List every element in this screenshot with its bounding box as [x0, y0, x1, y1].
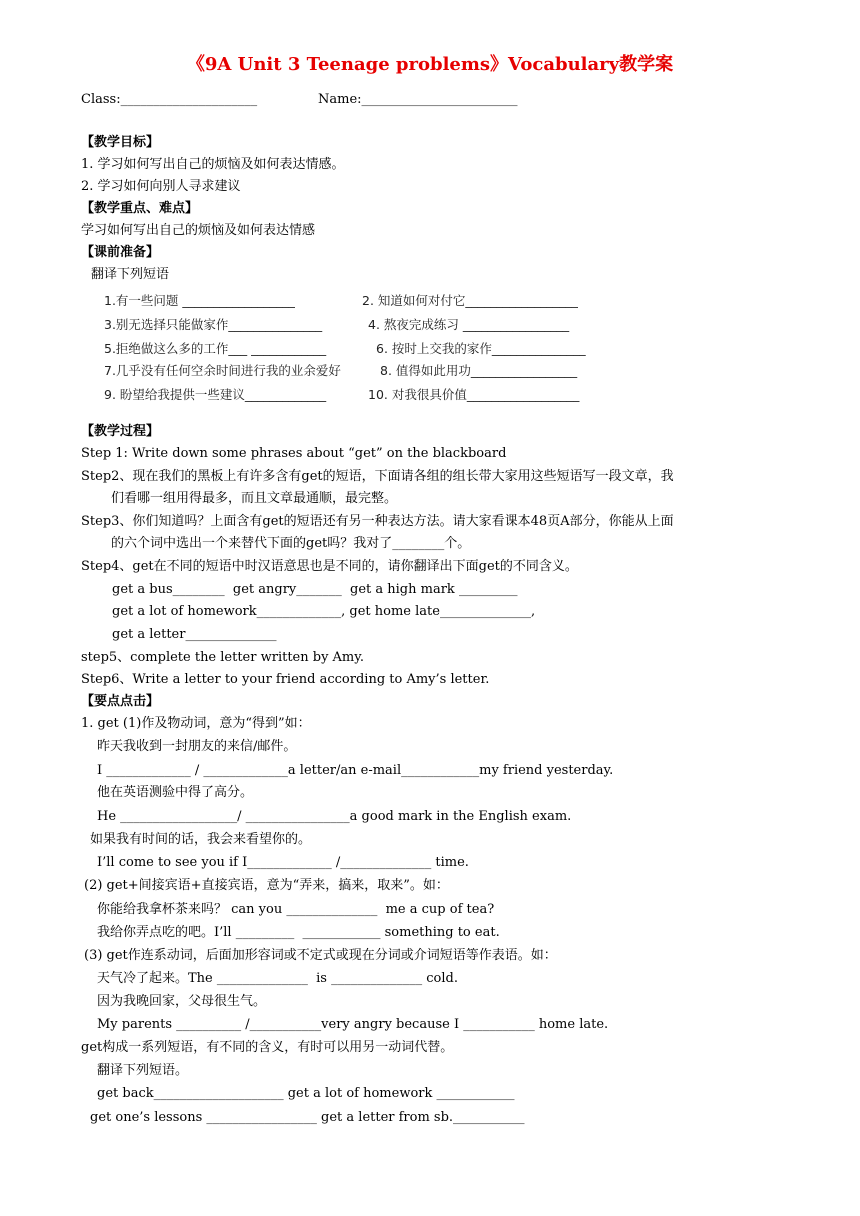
step-2: Step2、现在我们的黑板上有许多含有get的短语，下面请各组的组长带大家用这些短语写一段文章，我	[81, 469, 674, 484]
step-1: Step 1: Write down some phrases about “get” on the blackboard	[81, 446, 507, 461]
step-4-phrases: get a bus________ get angry_______ get a high mark _________	[112, 582, 518, 597]
process-heading: 【教学过程】	[81, 424, 160, 439]
page-title: 《9A Unit 3 Teenage problems》Vocabulary教学案	[186, 54, 674, 75]
point-4-instruction: 翻译下列短语。	[97, 1063, 189, 1078]
step-3-continued: 的六个词中选出一个来替代下面的get吗？我对了________个。	[111, 536, 471, 551]
phrase-item: 10. 对我很具价值__________________	[368, 387, 580, 402]
step-6: Step6、Write a letter to your friend according to Amy’s letter.	[81, 672, 490, 687]
example-mixed: 天气冷了起来。The ______________ is ______________ cold.	[97, 971, 458, 986]
point-2: (2) get+间接宾语+直接宾语，意为“弄来，搞来，取来”。如：	[84, 878, 449, 893]
step-5: step5、complete the letter written by Amy.	[81, 650, 365, 665]
example-english: I’ll come to see you if I_____________ /______________ time.	[97, 855, 469, 870]
preparation-instruction: 翻译下列短语	[91, 267, 170, 282]
step-3: Step3、你们知道吗？上面含有get的短语还有另一种表达方法。请大家看课本48页A部分，你能从上面	[81, 514, 674, 529]
example-mixed: 你能给我拿杯茶来吗？ can you ______________ me a cup of tea?	[97, 902, 495, 917]
phrase-item: 8. 值得如此用功_________________	[380, 363, 578, 378]
preparation-heading: 【课前准备】	[81, 245, 160, 260]
step-4-phrases: get a lot of homework_____________, get home late______________,	[112, 604, 536, 619]
phrase-item: 4. 熬夜完成练习 _________________	[368, 317, 570, 332]
example-chinese: 因为我晚回家，父母很生气。	[97, 994, 267, 1009]
class-field: Class:_____________________	[81, 92, 258, 107]
example-chinese: 他在英语测验中得了高分。	[97, 785, 254, 800]
phrase-item: 5.拒绝做这么多的工作___ ____________	[104, 341, 327, 356]
name-field: Name:________________________	[318, 92, 518, 107]
example-english: He __________________/ ________________a good mark in the English exam.	[97, 809, 572, 824]
point-4: get构成一系列短语，有不同的含义，有时可以用另一动词代替。	[81, 1040, 454, 1055]
translation-phrase-table	[98, 290, 628, 408]
objective-item: 1. 学习如何写出自己的烦恼及如何表达情感。	[81, 157, 345, 172]
objective-item: 2. 学习如何向别人寻求建议	[81, 179, 241, 194]
example-english: I _____________ / _____________a letter/an e-mail____________my friend yesterday.	[97, 763, 614, 778]
example-chinese: 如果我有时间的话，我会来看望你的。	[90, 832, 312, 847]
phrase-item: 7.几乎没有任何空余时间进行我的业余爱好	[104, 363, 341, 378]
point-1: 1. get (1)作及物动词，意为“得到”如：	[81, 716, 311, 731]
phrase-line: get one’s lessons _________________ get a letter from sb.___________	[90, 1110, 525, 1125]
example-mixed: 我给你弄点吃的吧。I’ll _________ ____________ something to eat.	[97, 925, 500, 940]
phrase-item: 9. 盼望给我提供一些建议_____________	[104, 387, 327, 402]
step-4: Step4、get在不同的短语中时汉语意思也是不同的，请你翻译出下面get的不同含义。	[81, 559, 578, 574]
key-points-text: 学习如何写出自己的烦恼及如何表达情感	[81, 223, 316, 238]
example-english: My parents __________ /___________very angry because I ___________ home late.	[97, 1017, 609, 1032]
point-3: (3) get作连系动词，后面加形容词或不定式或现在分词或介词短语等作表语。如：	[84, 948, 557, 963]
phrase-item: 6. 按时上交我的家作_______________	[376, 341, 586, 356]
step-2-continued: 们看哪一组用得最多，而且文章最通顺，最完整。	[111, 491, 398, 506]
phrase-item: 2. 知道如何对付它__________________	[362, 293, 578, 308]
example-chinese: 昨天我收到一封朋友的来信/邮件。	[97, 739, 297, 754]
phrase-item: 1.有一些问题 __________________	[104, 293, 295, 308]
phrase-item: 3.别无选择只能做家作_______________	[104, 317, 323, 332]
key-points-heading: 【教学重点、难点】	[81, 201, 199, 216]
points-heading: 【要点点击】	[81, 694, 160, 709]
objectives-heading: 【教学目标】	[81, 135, 160, 150]
step-4-phrases: get a letter______________	[112, 627, 277, 642]
phrase-line: get back____________________ get a lot of homework ____________	[97, 1086, 515, 1101]
